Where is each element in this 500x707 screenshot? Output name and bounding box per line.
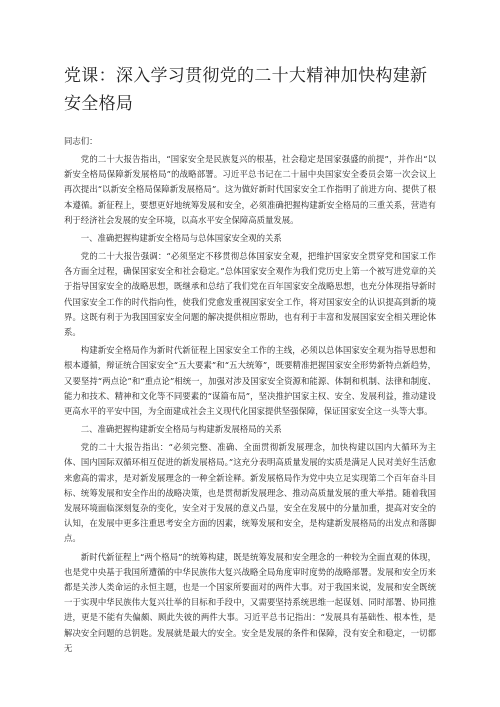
- section-heading-2: 二、准确把握构建新安全格局与构建新发展格局的关系: [80, 424, 282, 435]
- section-heading-1: 一、准确把握构建新安全格局与总体国家安全观的关系: [80, 233, 282, 244]
- paragraph-2: 党的二十大报告强调：“必须坚定不移贯彻总体国家安全观，把维护国家安全贯穿党和国家工作各方面全过程，确保国家安全和社会稳定。”总体国家安全观作为我们党历史上第一个被写进党章的关于指导国家安全的战略思想，既继承和总结了我们党在百年国家安全战略思想，也充分体现指导新时代国家安全工作的时代指向性，使我们党愈发重视国家安全工作，将对国家安全的认识提高到新的境界。这既有利于为我国国家安全问题的解决提供相应帮助，也有利于丰富和发展国家安全相关理论体系。: [64, 251, 436, 338]
- greeting: 同志们：: [64, 136, 98, 146]
- document-title: 党课：深入学习贯彻党的二十大精神加快构建新安全格局: [64, 66, 428, 114]
- paragraph-4: 党的二十大报告指出：“必须完整、准确、全面贯彻新发展理念，加快构建以国内大循环为主体、国内国际双循环相互促进的新发展格局。”这充分表明高质量发展的实质是满足人民对美好生活愈来愈高的需求，是对新发展理念的一种全新诠释。新发展格局作为党中央立足实现第二个百年奋斗目标、统筹发展和安全作出的战略决策，也是贯彻新发展理念、推动高质量发展的重大举措。随着我国发展环境面临深刻复杂的变化，安全对于发展的意义凸显，安全在发展中的分量加重，提高对安全的认知，在发展中更多注重思考安全方面的因素，统筹发展和安全，是构建新发展格局的出发点和落脚点。: [64, 442, 436, 544]
- paragraph-1: 党的二十大报告指出，“国家安全是民族复兴的根基，社会稳定是国家强盛的前提”，并作出“以新安全格局保障新发展格局”的战略部署。习近平总书记在二十届中央国家安全委员会第一次会议上再次提出“以新安全格局保障新发展格局”。这为做好新时代国家安全工作指明了前进方向、提供了根本遵循。新征程上，要想更好地统筹发展和安全，必须准确把握构建新安全格局的三重关系，营造有利于经济社会发展的安全环境，以高水平安全保障高质量发展。: [64, 154, 436, 225]
- paragraph-5: 新时代新征程上“两个格局”的统筹构建，既是统筹发展和安全理念的一种较为全面直观的体现，也是党中央基于我国所遭循的中华民族伟大复兴战略全局角度审时度势的战略部署。发展和安全历来都是关涉人类命运的永恒主题，也是一个国家所要面对的两件大事。对于我国来说，发展和安全既统一于实现中华民族伟大复兴壮举的目标和手段中，又需要坚持系统思维一起谋划、同时部署、协同推进，更是不能有失偏颇、顾此失彼的两件大事。习近平总书记指出：“发展具有基础性、根本性，是解决安全问题的总钥匙。发展就是最大的安全。安全是发展的条件和保障，没有安全和稳定，一切都无: [64, 551, 436, 653]
- paragraph-3: 构建新安全格局作为新时代新征程上国家安全工作的主线，必须以总体国家安全观为指导思想和根本遵循，辩证统合国家安全“五大要素”和“五大统筹”，既要精准把握国家安全形势新特点新趋势，又要坚持“两点论”和“重点论”相统一，加强对涉及国家安全资源和能源、体制和机制、法律和制度、能力和技术、精神和文化等不同要素的“谋篇布局”，坚决推护国家主权、安全、发展利益，推动建设更高水平的平安中国，为全面建成社会主义现代化国家提供坚强保障，保证国家安全这一头等大事。: [64, 345, 436, 417]
